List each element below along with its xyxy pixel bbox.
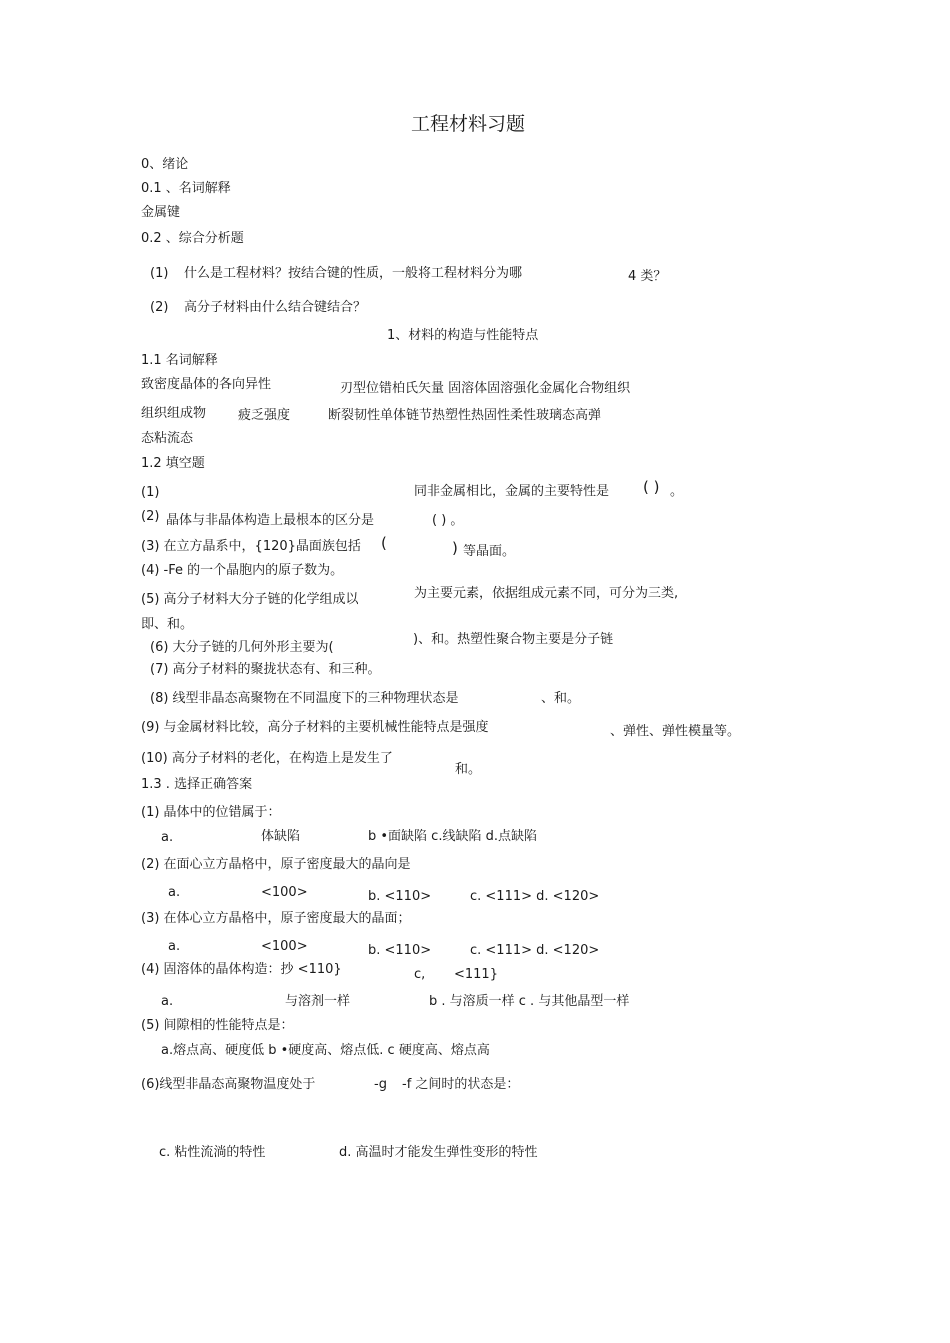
question-text: 、和。 xyxy=(541,691,581,706)
question-text: -f 之间时的状态是： xyxy=(402,1077,520,1092)
option-text: <111} xyxy=(454,967,498,982)
question-text: 晶体与非晶体构造上最根本的区分是 xyxy=(166,513,375,528)
question-text: 为主要元素，依据组成元素不同，可分为三类, xyxy=(414,586,679,601)
subsection-heading: 1.2 填空题 xyxy=(141,456,205,471)
question-number: (1) xyxy=(150,266,169,281)
terms: 态粘流态 xyxy=(141,431,194,446)
option-label: a. xyxy=(168,939,181,954)
question-number: (1) xyxy=(141,485,160,500)
term: 金属键 xyxy=(141,205,181,220)
question-text: 高分子材料由什么结合键结合？ xyxy=(184,300,367,315)
terms: 刃型位错柏氏矢量 固溶体固溶强化金属化合物组织 xyxy=(340,381,631,396)
subsection-heading: 0.1 、名词解释 xyxy=(141,181,231,196)
question-text: (4) 固溶体的晶体构造：抄 <110} xyxy=(141,962,342,977)
section-heading: 0、绪论 xyxy=(141,157,189,172)
option-label: a. xyxy=(161,994,174,1009)
question-text: (5) 高分子材料大分子链的化学组成以 xyxy=(141,592,359,607)
option-text: b •面缺陷 c.线缺陷 d.点缺陷 xyxy=(368,829,537,844)
option-text: c, xyxy=(414,967,426,982)
question-text: (9) 与金属材料比较，高分子材料的主要机械性能特点是强度 xyxy=(141,720,489,735)
question-text: (2) 在面心立方晶格中，原子密度最大的晶向是 xyxy=(141,857,411,872)
answer-blank: ( xyxy=(381,534,387,552)
option-text: <100> xyxy=(261,885,308,900)
answer-blank: ( ) 。 xyxy=(432,513,464,528)
question-number: (2) xyxy=(141,509,160,524)
option-label: a. xyxy=(161,830,174,845)
answer-blank: ( ) xyxy=(643,478,660,496)
subsection-heading: 0.2 、综合分析题 xyxy=(141,231,244,246)
option-text: b. <110> xyxy=(368,889,432,904)
option-label: a. xyxy=(168,885,181,900)
option-text: c. 粘性流淌的特性 xyxy=(159,1145,266,1160)
section-heading: 1、材料的构造与性能特点 xyxy=(387,328,539,343)
question-text: (3) 在立方晶系中，{120}晶面族包括 xyxy=(141,539,361,554)
option-text: c. <111> d. <120> xyxy=(470,943,600,958)
question-text: 。 xyxy=(670,484,684,499)
question-text: (10) 高分子材料的老化，在构造上是发生了 xyxy=(141,751,393,766)
question-text: 、弹性、弹性模量等。 xyxy=(610,724,741,739)
subsection-heading: 1.1 名词解释 xyxy=(141,353,218,368)
option-text: b. <110> xyxy=(368,943,432,958)
question-text: -g xyxy=(374,1077,387,1092)
question-text: )、和。热塑性聚合物主要是分子链 xyxy=(413,632,614,647)
question-text: (3) 在体心立方晶格中，原子密度最大的晶面； xyxy=(141,911,411,926)
page-title: 工程材料习题 xyxy=(411,113,526,135)
option-text: b . 与溶质一样 c . 与其他晶型一样 xyxy=(429,994,630,1009)
option-text: a.熔点高、硬度低 b •硬度高、熔点低. c 硬度高、熔点高 xyxy=(161,1043,490,1058)
option-text: 体缺陷 xyxy=(261,829,301,844)
question-text: (7) 高分子材料的聚拢状态有、和三种。 xyxy=(150,662,381,677)
question-text: 等晶面。 xyxy=(463,544,516,559)
answer-blank: ) xyxy=(452,539,458,557)
question-text: (8) 线型非晶态高聚物在不同温度下的三种物理状态是 xyxy=(150,691,459,706)
option-text: c. <111> d. <120> xyxy=(470,889,600,904)
question-text: (5) 间隙相的性能特点是： xyxy=(141,1018,294,1033)
option-text: d. 高温时才能发生弹性变形的特性 xyxy=(339,1145,538,1160)
terms: 组织组成物 xyxy=(141,406,207,421)
question-text: 即、和。 xyxy=(141,617,194,632)
question-text: (6)线型非晶态高聚物温度处于 xyxy=(141,1077,316,1092)
terms: 疲乏强度 xyxy=(238,408,291,423)
option-text: <100> xyxy=(261,939,308,954)
question-text: (6) 大分子链的几何外形主要为( xyxy=(150,640,334,655)
option-text: 与溶剂一样 xyxy=(285,994,351,1009)
question-number: (2) xyxy=(150,300,169,315)
terms: 致密度晶体的各向异性 xyxy=(141,377,272,392)
subsection-heading: 1.3 . 选择正确答案 xyxy=(141,777,253,792)
question-text: 4 类？ xyxy=(628,269,667,284)
terms: 断裂韧性单体链节热塑性热固性柔性玻璃态高弹 xyxy=(328,408,602,423)
question-text: (1) 晶体中的位错属于： xyxy=(141,805,281,820)
question-text: 和。 xyxy=(455,762,482,777)
question-text: 什么是工程材料？按结合键的性质，一般将工程材料分为哪 xyxy=(184,266,523,281)
question-text: 同非金属相比，金属的主要特性是 xyxy=(414,484,610,499)
question-text: (4) -Fe 的一个晶胞内的原子数为。 xyxy=(141,563,344,578)
